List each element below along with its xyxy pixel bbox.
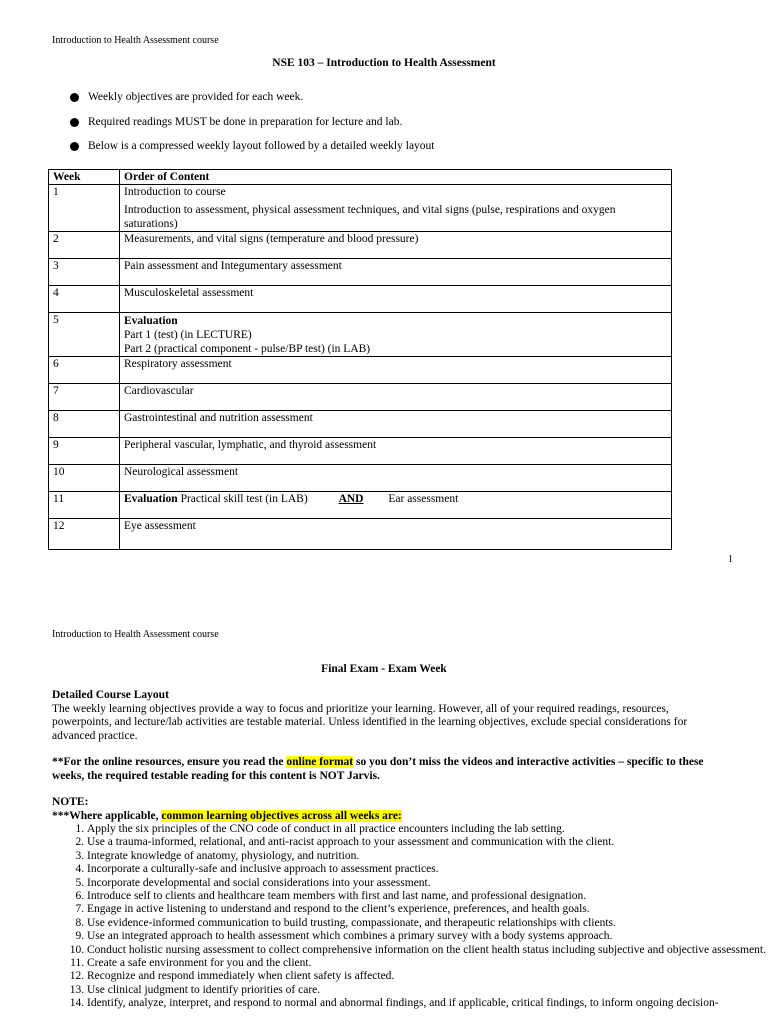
content-line: Introduction to course: [124, 186, 226, 198]
week-content: [120, 492, 672, 519]
table-row: [49, 357, 672, 384]
week-number: 3: [49, 259, 120, 286]
objectives-list: [52, 823, 767, 1011]
list-item: 9. Use an integrated approach to health assessment which combines a primary survey with a body systems approach.: [87, 930, 767, 943]
evaluation-heading: Evaluation: [124, 493, 178, 505]
week-number: 5: [49, 313, 120, 357]
table-row: [49, 519, 672, 550]
highlighted-text: online format: [286, 756, 354, 768]
table-row: [49, 259, 672, 286]
table-row: [49, 492, 672, 519]
week-content: Neurological assessment: [120, 465, 672, 492]
evaluation-heading: Evaluation: [124, 315, 178, 327]
week-content: Eye assessment: [120, 519, 672, 550]
week-content: Measurements, and vital signs (temperature and blood pressure): [120, 232, 672, 259]
week-number: 12: [49, 519, 120, 550]
note-section: [52, 796, 722, 823]
content-line: Part 1 (test) (in LECTURE): [124, 329, 252, 341]
intro-bullet-list: [70, 89, 435, 163]
list-item: 4. Incorporate a culturally-safe and inclusive approach to assessment practices.: [87, 863, 767, 876]
table-row: [49, 286, 672, 313]
table-row: [49, 465, 672, 492]
course-layout-section: [52, 689, 722, 743]
column-header-content: Order of Content: [120, 170, 672, 185]
list-item: 5. Incorporate developmental and social considerations into your assessment.: [87, 877, 767, 890]
table-row: [49, 232, 672, 259]
week-number: 11: [49, 492, 120, 519]
list-item: 11. Create a safe environment for you and the client.: [87, 957, 767, 970]
page-number: 1: [728, 554, 733, 565]
table-row: [49, 411, 672, 438]
note-text: so you don’t miss the videos and interactive activities – specific to these weeks, the required testable reading for this content is NOT Jarvis.: [52, 756, 704, 782]
table-row: [49, 185, 672, 232]
week-content: Cardiovascular: [120, 384, 672, 411]
week-content: Pain assessment and Integumentary assessment: [120, 259, 672, 286]
weekly-layout-table: [48, 169, 672, 550]
table-row: [49, 384, 672, 411]
page-header: Introduction to Health Assessment course: [52, 629, 219, 640]
document-title: NSE 103 – Introduction to Health Assessment: [272, 57, 496, 69]
table-row: [49, 438, 672, 465]
section-text: The weekly learning objectives provide a way to focus and prioritize your learning. However, all of your required readings, resources, powerpoints, and lecture/lab activities are testable material. Unless identified in the learning objectives, exclude special considerations for advanced practice.: [52, 702, 688, 742]
content-line: Ear assessment: [388, 493, 459, 505]
list-item: 13. Use clinical judgment to identify priorities of care.: [87, 984, 767, 997]
list-item: 8. Use evidence-informed communication to build trusting, compassionate, and therapeutic relationships with clients.: [87, 917, 767, 930]
highlighted-text: common learning objectives across all weeks are:: [161, 809, 402, 822]
week-number: 8: [49, 411, 120, 438]
week-number: 4: [49, 286, 120, 313]
list-item: 14. Identify, analyze, interpret, and respond to normal and abnormal findings, and if applicable, critical findings, to inform ongoing decision-: [87, 997, 767, 1010]
list-item: 7. Engage in active listening to understand and respond to the client’s experience, preferences, and health goals.: [87, 903, 767, 916]
week-number: 7: [49, 384, 120, 411]
bullet-item: Required readings MUST be done in preparation for lecture and lab.: [70, 114, 435, 139]
content-line: Introduction to assessment, physical assessment techniques, and vital signs (pulse, respirations and oxygen saturations): [124, 204, 616, 230]
week-content: [120, 185, 672, 232]
page-header: Introduction to Health Assessment course: [52, 35, 219, 46]
week-number: 9: [49, 438, 120, 465]
week-content: Gastrointestinal and nutrition assessment: [120, 411, 672, 438]
online-resources-note: [52, 756, 722, 783]
list-item: 10. Conduct holistic nursing assessment to collect comprehensive information on the client health status including subjective and objective assessment.: [87, 944, 767, 957]
list-item: 3. Integrate knowledge of anatomy, physiology, and nutrition.: [87, 850, 767, 863]
week-number: 10: [49, 465, 120, 492]
list-item: 1. Apply the six principles of the CNO code of conduct in all practice encounters including the lab setting.: [87, 823, 767, 836]
list-item: 12. Recognize and respond immediately when client safety is affected.: [87, 970, 767, 983]
and-connector: AND: [338, 493, 364, 505]
evaluation-text: Practical skill test (in LAB): [180, 493, 308, 505]
week-content: Respiratory assessment: [120, 357, 672, 384]
column-header-week: Week: [49, 170, 120, 185]
content-line: Part 2 (practical component - pulse/BP test) (in LAB): [124, 343, 371, 355]
week-number: 2: [49, 232, 120, 259]
note-text: **For the online resources, ensure you read the: [52, 756, 287, 768]
list-item: 6. Introduce self to clients and healthcare team members with first and last name, and professional designation.: [87, 890, 767, 903]
week-number: 6: [49, 357, 120, 384]
week-content: Musculoskeletal assessment: [120, 286, 672, 313]
section-heading: Detailed Course Layout: [52, 689, 169, 701]
list-item: 2. Use a trauma-informed, relational, and anti-racist approach to your assessment and communication with the client.: [87, 836, 767, 849]
week-content: Peripheral vascular, lymphatic, and thyroid assessment: [120, 438, 672, 465]
table-header-row: [49, 170, 672, 185]
note-label: NOTE:: [52, 796, 89, 808]
table-row: [49, 313, 672, 357]
week-content: [120, 313, 672, 357]
bullet-item: Below is a compressed weekly layout followed by a detailed weekly layout: [70, 138, 435, 163]
bullet-item: Weekly objectives are provided for each week.: [70, 89, 435, 114]
week-number: 1: [49, 185, 120, 232]
exam-week-title: Final Exam - Exam Week: [321, 663, 447, 675]
where-applicable-line: ***Where applicable, common learning objectives across all weeks are:: [52, 809, 402, 822]
